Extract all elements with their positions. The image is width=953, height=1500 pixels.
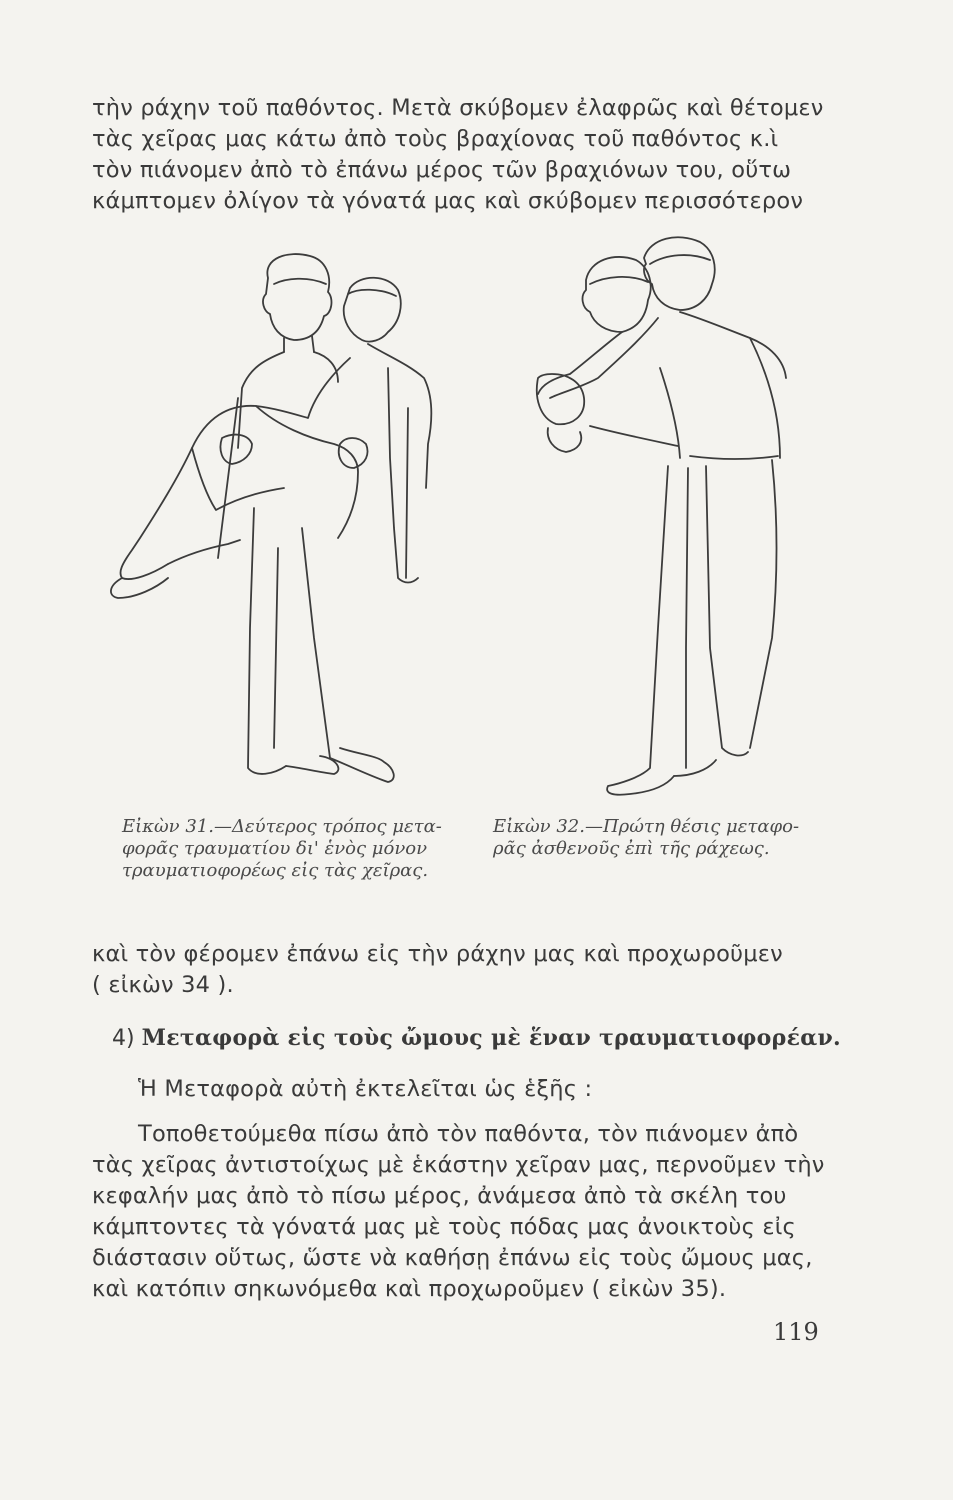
text-line: διάστασιν οὕτως, ὥστε νὰ καθήσῃ ἐπάνω εἰς τοὺς ὤμους μας,: [92, 1245, 813, 1271]
intro-paragraph: [92, 93, 824, 217]
text-line: κάμπτοντες τὰ γόνατά μας μὲ τοὺς πόδας μας ἀνοικτοὺς εἰς: [92, 1214, 796, 1240]
caption-line: Εἰκὼν 31.—Δεύτερος τρόπος μετα-: [122, 816, 442, 837]
back-carry-drawing: [510, 228, 810, 813]
figure-31-illustration: [88, 248, 458, 808]
figure-32-caption: [493, 816, 799, 860]
text-line: καὶ κατόπιν σηκωνόμεθα καὶ προχωροῦμεν ( εἰκὼν 35).: [92, 1276, 727, 1302]
text-line: τὴν ράχην τοῦ παθόντος. Μετὰ σκύβομεν ἐλαφρῶς καὶ θέτομεν: [92, 95, 824, 121]
page-number: 119: [773, 1318, 819, 1346]
carry-paragraph: [92, 939, 783, 1001]
section-title: Μεταφορὰ εἰς τοὺς ὤμους μὲ ἕναν τραυματιοφορέαν.: [141, 1025, 842, 1051]
body-paragraph: [92, 1119, 825, 1305]
caption-line: Εἰκὼν 32.—Πρώτη θέσις μεταφο-: [493, 816, 800, 837]
text-line: τὰς χεῖρας μας κάτω ἀπὸ τοὺς βραχίονας τοῦ παθόντος κ.ὶ: [92, 126, 779, 152]
text-line: Τοποθετούμεθα πίσω ἀπὸ τὸν παθόντα, τὸν πιάνομεν ἀπὸ: [138, 1121, 799, 1147]
text-line: τὸν πιάνομεν ἀπὸ τὸ ἐπάνω μέρος τῶν βραχιόνων του, οὕτω: [92, 157, 792, 183]
text-line: καὶ τὸν φέρομεν ἐπάνω εἰς τὴν ράχην μας καὶ προχωροῦμεν: [92, 941, 783, 967]
caption-line: φορᾶς τραυματίου δι' ἑνὸς μόνον: [122, 838, 428, 859]
caption-line: ρᾶς ἀσθενοῦς ἐπὶ τῆς ράχεως.: [493, 838, 770, 859]
text-line: ( εἰκὼν 34 ).: [92, 972, 234, 998]
text-line: κεφαλήν μας ἀπὸ τὸ πίσω μέρος, ἀνάμεσα ἀπὸ τὰ σκέλη του: [92, 1183, 787, 1209]
figure-31-caption: [122, 816, 442, 882]
carry-in-arms-drawing: [88, 248, 458, 808]
figure-32-illustration: [510, 228, 810, 813]
section-number: 4): [112, 1026, 135, 1051]
text-line: κάμπτομεν ὀλίγον τὰ γόνατά μας καὶ σκύβομεν περισσότερον: [92, 188, 804, 214]
method-line: Ἡ Μεταφορὰ αὐτὴ ἐκτελεῖται ὡς ἑξῆς :: [138, 1076, 593, 1102]
section-heading: [112, 1025, 841, 1051]
caption-line: τραυματιοφορέως εἰς τὰς χεῖρας.: [122, 860, 429, 881]
text-line: τὰς χεῖρας ἀντιστοίχως μὲ ἑκάστην χεῖραν μας, περνοῦμεν τὴν: [92, 1152, 825, 1178]
